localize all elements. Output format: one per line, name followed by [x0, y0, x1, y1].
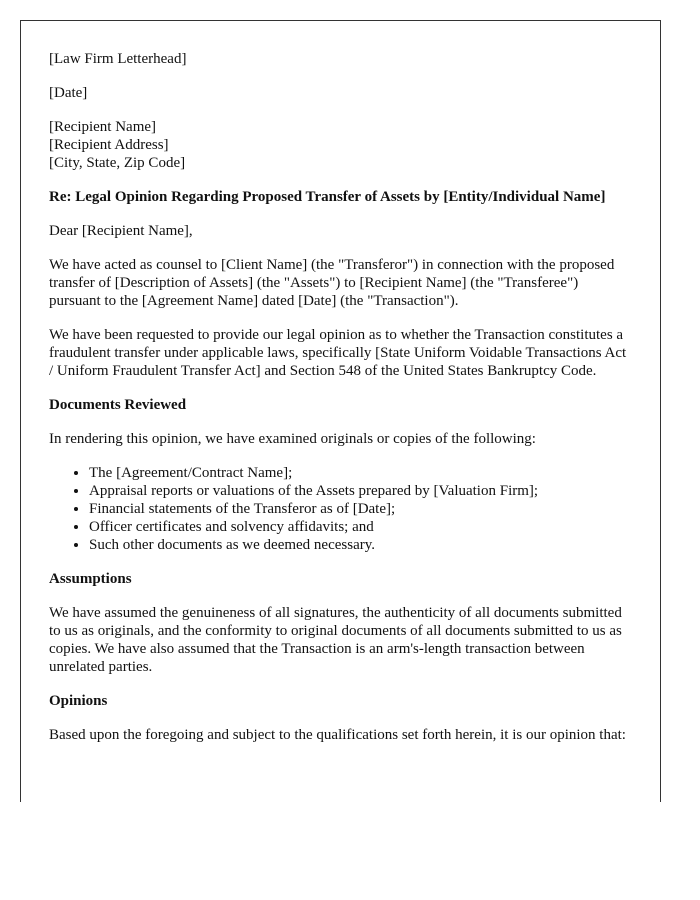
- intro-paragraph: We have acted as counsel to [Client Name] (the "Transferor") in connection with the proposed transfer of [Description of Assets] (the "Assets") to [Recipient Name] (the "Transferee") pursuant to the [Agreement Name] dated [Date] (the "Transaction").: [49, 257, 615, 309]
- recipient-city: [City, State, Zip Code]: [49, 155, 186, 171]
- recipient-address: [Recipient Address]: [49, 137, 169, 153]
- documents-reviewed-heading: Documents Reviewed: [49, 397, 187, 413]
- list-item: • The [Agreement/Contract Name];: [89, 464, 632, 482]
- list-item: • Officer certificates and solvency affidavits; and: [89, 518, 632, 536]
- documents-reviewed-intro: In rendering this opinion, we have examined originals or copies of the following:: [49, 431, 536, 447]
- letterhead: [Law Firm Letterhead]: [49, 51, 187, 67]
- subject-text: Re: Legal Opinion Regarding Proposed Transfer of Assets by [Entity/Individual Name]: [49, 189, 606, 205]
- assumptions-heading: Assumptions: [49, 571, 132, 587]
- list-item: • Appraisal reports or valuations of the Assets prepared by [Valuation Firm];: [89, 482, 632, 500]
- list-item: • Financial statements of the Transferor as of [Date];: [89, 500, 632, 518]
- letter-document: [20, 20, 661, 802]
- letter-date: [Date]: [49, 85, 88, 101]
- request-paragraph: We have been requested to provide our legal opinion as to whether the Transaction constitutes a fraudulent transfer under applicable laws, specifically [State Uniform Voidable Transactions Act / Uniform Fraudulent Transfer Act] and Section 548 of the United States Bankruptcy Code.: [49, 327, 627, 379]
- opinions-heading: Opinions: [49, 693, 108, 709]
- recipient-name: [Recipient Name]: [49, 119, 157, 135]
- list-item: • Such other documents as we deemed necessary.: [89, 536, 632, 554]
- salutation: Dear [Recipient Name],: [49, 223, 193, 239]
- assumptions-text: We have assumed the genuineness of all signatures, the authenticity of all documents submitted to us as originals, and the conformity to original documents of all documents submitted to us as copies. We have also assumed that the Transaction is an arm's-length transaction between unrelated parties.: [49, 605, 622, 675]
- documents-list: [49, 464, 632, 554]
- recipient-block: [49, 118, 632, 172]
- opinions-text: Based upon the foregoing and subject to the qualifications set forth herein, it is our opinion that:: [49, 727, 626, 743]
- subject-line: [49, 188, 632, 206]
